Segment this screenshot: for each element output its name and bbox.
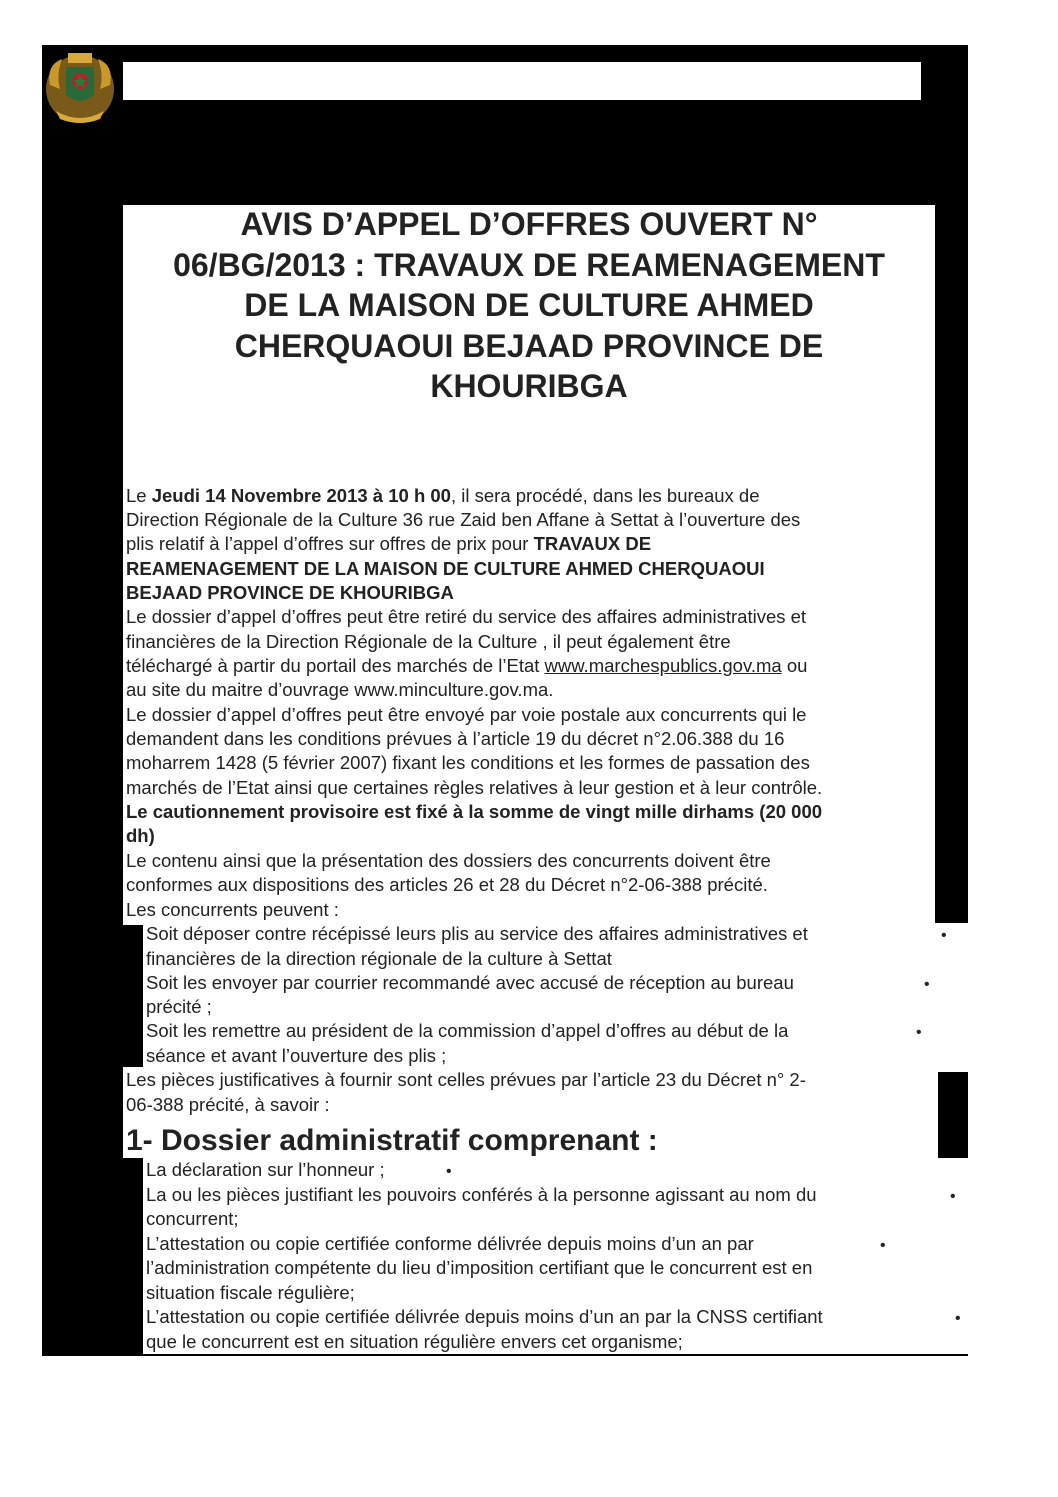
postal-line: moharrem 1428 (5 février 2007) fixant les conditions et les formes de passation des xyxy=(126,752,810,773)
option-line: financières de la direction régionale de la culture à Settat xyxy=(146,948,612,969)
frame-left-step-2 xyxy=(123,1158,143,1356)
postal-line: demandent dans les conditions prévues à l’article 19 du décret n°2.06.388 du 16 xyxy=(126,728,785,749)
section-item-line: La ou les pièces justifiant les pouvoirs conférés à la personne agissant au nom du xyxy=(146,1184,817,1205)
bullet-icon: • xyxy=(916,1024,922,1041)
caution-line: dh) xyxy=(126,825,155,846)
pieces-line: Les pièces justificatives à fournir sont celles prévues par l’article 23 du Décret n° 2- xyxy=(126,1069,806,1090)
option-line: précité ; xyxy=(146,996,212,1017)
intro-bold: TRAVAUX DE xyxy=(533,533,652,554)
section-item-line: L’attestation ou copie certifiée délivrée depuis moins d’un an par la CNSS certifiant xyxy=(146,1306,823,1327)
intro-rest: , il sera procédé, dans les bureaux de xyxy=(450,485,760,506)
intro-line: Direction Régionale de la Culture 36 rue Zaid ben Affane à Settat à l’ouverture des xyxy=(126,509,801,530)
bullet-icon: • xyxy=(950,1188,956,1205)
header-banner xyxy=(123,62,921,100)
section-item-line: l’administration compétente du lieu d’imposition certifiant que le concurrent est en xyxy=(146,1257,813,1278)
option-line: Soit les remettre au président de la commission d’appel d’offres au début de la xyxy=(146,1020,789,1041)
intro-le: Le xyxy=(126,485,152,506)
frame-right-upper xyxy=(935,45,968,923)
section-item-line: concurrent; xyxy=(146,1208,239,1229)
dossier-text: ou xyxy=(781,655,808,676)
dossier-text: téléchargé à partir du portail des marchés de l’Etat xyxy=(126,655,545,676)
contenu-line: Les concurrents peuvent : xyxy=(126,899,339,920)
title-line: AVIS D’APPEL D’OFFRES OUVERT N° xyxy=(240,206,818,242)
dossier-line: Le dossier d’appel d’offres peut être retiré du service des affaires administratives et xyxy=(126,606,807,627)
option-line: Soit déposer contre récépissé leurs plis au service des affaires administratives et xyxy=(146,923,808,944)
frame-left xyxy=(42,45,123,1356)
bullet-icon: • xyxy=(880,1237,886,1254)
dossier-line: financières de la Direction Régionale de la Culture , il peut également être xyxy=(126,631,731,652)
intro-line xyxy=(126,484,760,508)
bullet-icon: • xyxy=(941,927,947,944)
bullet-icon: • xyxy=(446,1163,452,1180)
marchespublics-link[interactable]: www.marchespublics.gov.ma xyxy=(544,655,782,676)
coat-of-arms-icon xyxy=(42,45,118,127)
intro-line xyxy=(126,532,651,556)
dossier-line: au site du maitre d’ouvrage www.minculture.gov.ma. xyxy=(126,679,554,700)
intro-text: plis relatif à l’appel d’offres sur offres de prix pour xyxy=(126,533,534,554)
section-item-line: L’attestation ou copie certifiée conforme délivrée depuis moins d’un an par xyxy=(146,1233,754,1254)
frame-left-step xyxy=(123,925,143,1067)
section-item-line: La déclaration sur l’honneur ; xyxy=(146,1159,385,1180)
intro-line: BEJAAD PROVINCE DE KHOURIBGA xyxy=(126,582,454,603)
intro-line: REAMENAGEMENT DE LA MAISON DE CULTURE AHMED CHERQUAOUI xyxy=(126,558,765,579)
section-item-line: situation fiscale régulière; xyxy=(146,1282,355,1303)
notice-title xyxy=(123,204,935,407)
title-line: 06/BG/2013 : TRAVAUX DE REAMENAGEMENT xyxy=(173,246,885,283)
option-line: Soit les envoyer par courrier recommandé avec accusé de réception au bureau xyxy=(146,972,794,993)
postal-line: marchés de l’Etat ainsi que certaines règles relatives à leur gestion et à leur contrôle. xyxy=(126,777,823,798)
section-heading: 1- Dossier administratif comprenant : xyxy=(126,1124,658,1157)
title-line: CHERQUAOUI BEJAAD PROVINCE DE xyxy=(234,327,824,364)
title-line: DE LA MAISON DE CULTURE AHMED xyxy=(244,287,814,323)
caution-line: Le cautionnement provisoire est fixé à la somme de vingt mille dirhams (20 000 xyxy=(126,801,823,822)
contenu-line: Le contenu ainsi que la présentation des dossiers des concurrents doivent être xyxy=(126,850,771,871)
frame-bottom-line xyxy=(42,1354,968,1356)
title-line: KHOURIBGA xyxy=(430,368,628,404)
dossier-line xyxy=(126,654,807,678)
frame-right-mid xyxy=(938,1072,968,1158)
section-item-line: que le concurrent est en situation régulière envers cet organisme; xyxy=(146,1331,683,1352)
bullet-icon: • xyxy=(924,976,930,993)
pieces-line: 06-388 précité, à savoir : xyxy=(126,1094,330,1115)
option-line: séance et avant l’ouverture des plis ; xyxy=(146,1045,447,1066)
postal-line: Le dossier d’appel d’offres peut être envoyé par voie postale aux concurrents qui le xyxy=(126,704,807,725)
opening-date: Jeudi 14 Novembre 2013 à 10 h 00 xyxy=(151,485,451,506)
bullet-icon: • xyxy=(955,1310,961,1327)
contenu-line: conformes aux dispositions des articles 26 et 28 du Décret n°2-06-388 précité. xyxy=(126,874,768,895)
